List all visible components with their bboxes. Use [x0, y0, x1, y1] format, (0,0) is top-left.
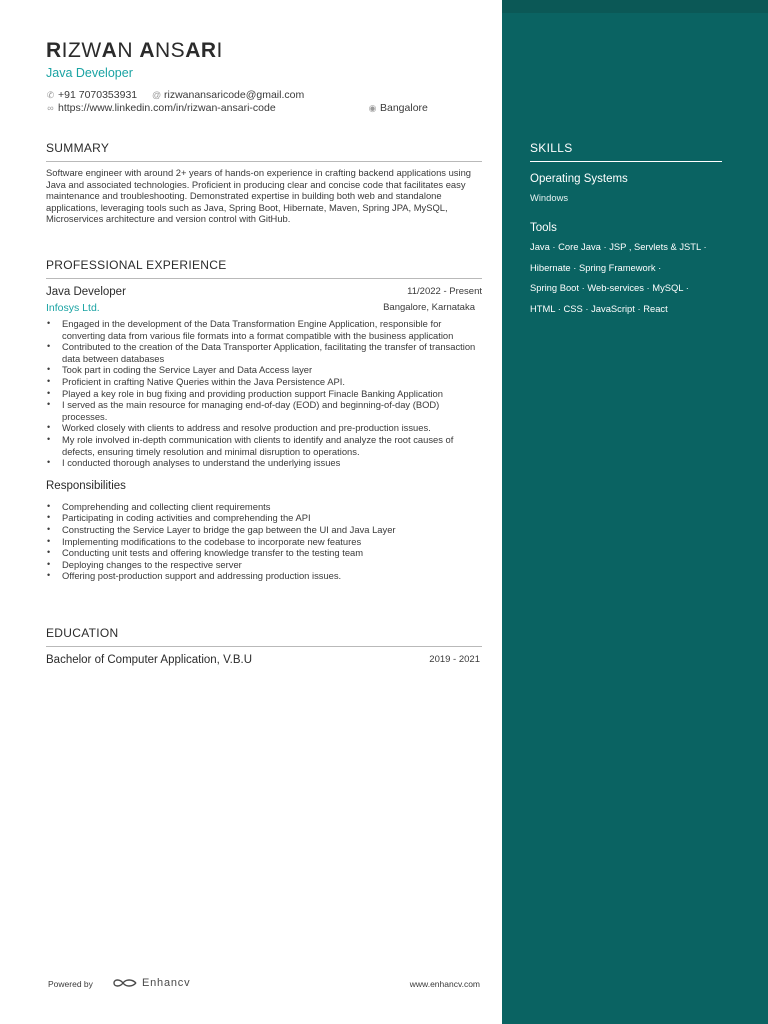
list-item: • Comprehending and collecting client requirements — [46, 501, 482, 513]
resume-header — [46, 38, 482, 116]
job-location: Bangalore, Karnataka — [383, 302, 475, 313]
tools-line: Java · Core Java · JSP , Servlets & JSTL · — [530, 241, 707, 252]
list-item: • I served as the main resource for managing end-of-day (EOD) and beginning-of-day (BOD) processes. — [46, 399, 482, 422]
enhancv-logo[interactable] — [112, 977, 190, 989]
education-title: EDUCATION — [46, 626, 482, 647]
linkedin-url[interactable]: https://www.linkedin.com/in/rizwan-ansari-code — [58, 102, 276, 114]
responsibilities-list — [46, 501, 482, 582]
footer — [48, 977, 480, 993]
email-contact[interactable] — [152, 88, 304, 102]
phone-number: +91 7070353931 — [58, 89, 138, 101]
experience-title: PROFESSIONAL EXPERIENCE — [46, 258, 482, 279]
list-item: • Offering post-production support and addressing production issues. — [46, 570, 482, 582]
location-text: Bangalore — [380, 102, 428, 114]
list-item: • Implementing modifications to the codebase to incorporate new features — [46, 536, 482, 548]
list-item: • Worked closely with clients to address and resolve production and pre-production issues. — [46, 422, 482, 434]
list-item: • Played a key role in bug fixing and providing production support Finacle Banking Application — [46, 388, 482, 400]
education-section — [46, 626, 482, 667]
enhancv-logo-icon — [112, 977, 138, 989]
location-contact — [368, 101, 428, 115]
footer-website[interactable]: www.enhancv.com — [409, 979, 480, 989]
summary-title: SUMMARY — [46, 141, 482, 162]
name-part: NS — [155, 39, 186, 62]
name-part: AR — [185, 39, 217, 62]
list-item: • Deploying changes to the respective server — [46, 559, 482, 571]
powered-by-label: Powered by — [48, 979, 93, 989]
phone-contact — [46, 88, 137, 102]
at-icon: @ — [152, 90, 162, 100]
education-dates: 2019 - 2021 — [429, 654, 480, 665]
job-header — [46, 285, 482, 299]
name-part: IZW — [61, 39, 102, 62]
location-pin-icon: ◉ — [368, 103, 377, 113]
degree-name: Bachelor of Computer Application, V.B.U — [46, 654, 253, 666]
job-bullets — [46, 318, 482, 469]
linkedin-contact[interactable] — [46, 101, 276, 115]
name-part: A — [101, 39, 118, 62]
job-subheader — [46, 302, 482, 314]
name-part: N — [117, 39, 140, 62]
job-title: Java Developer — [46, 286, 126, 298]
company-name: Infosys Ltd. — [46, 302, 100, 314]
skills-title: SKILLS — [530, 141, 722, 162]
tools-line: HTML · CSS · JavaScript · React — [530, 302, 668, 314]
summary-section — [46, 141, 482, 225]
tools-line: Spring Boot · Web-services · MySQL · — [530, 282, 689, 293]
link-icon: ∞ — [47, 103, 54, 113]
list-item: • Participating in coding activities and comprehending the API — [46, 512, 482, 524]
phone-icon: ✆ — [46, 90, 55, 100]
email-address[interactable]: rizwanansaricode@gmail.com — [164, 89, 305, 101]
sidebar-top-band — [502, 0, 768, 13]
education-entry — [46, 653, 482, 667]
list-item: • I conducted thorough analyses to understand the underlying issues — [46, 457, 482, 469]
list-item: • Constructing the Service Layer to bridge the gap between the UI and Java Layer — [46, 524, 482, 536]
job-dates: 11/2022 - Present — [407, 286, 482, 297]
tools-list — [530, 241, 722, 315]
contact-info — [46, 88, 482, 116]
summary-text: Software engineer with around 2+ years of hands-on experience in crafting backend applications using Java and associated technologies. Proficient in producing clear and concise code that facilitates easy maintenance and troubleshooting. Demonstrated expertise in building both web and standalone applications, leveraging tools such as Java, Spring Boot, Hibernate, Maven, Spring JPA, MySQL, Microservices architecture and version control with GitHub. — [46, 167, 472, 225]
list-item: • Took part in coding the Service Layer and Data Access layer — [46, 364, 482, 376]
enhancv-brand: Enhancv — [142, 977, 191, 989]
candidate-role: Java Developer — [46, 66, 133, 80]
name-part: R — [46, 39, 62, 62]
candidate-name — [46, 38, 482, 64]
name-part: A — [139, 39, 155, 62]
list-item: • Contributed to the creation of the Data Transporter Application, facilitating the transfer of transaction data between databases — [46, 341, 482, 364]
list-item: • Proficient in crafting Native Queries within the Java Persistence API. — [46, 376, 482, 388]
experience-section — [46, 258, 482, 582]
tools-line: Hibernate · Spring Framework · — [530, 261, 662, 273]
list-item: • Conducting unit tests and offering knowledge transfer to the testing team — [46, 547, 482, 559]
responsibilities-title: Responsibilities — [46, 479, 126, 492]
tools-title: Tools — [530, 222, 557, 234]
list-item: • My role involved in-depth communication with clients to identify and analyze the root causes of defects, ensuring timely resolution and minimal disruption to operations. — [46, 434, 482, 457]
os-title: Operating Systems — [530, 173, 628, 185]
name-part: I — [216, 39, 223, 62]
os-text: Windows — [530, 192, 569, 203]
list-item: • Engaged in the development of the Data Transformation Engine Application, responsible for converting data from various file formats into a format compatible with the business application — [46, 318, 482, 341]
skills-section — [530, 141, 722, 323]
